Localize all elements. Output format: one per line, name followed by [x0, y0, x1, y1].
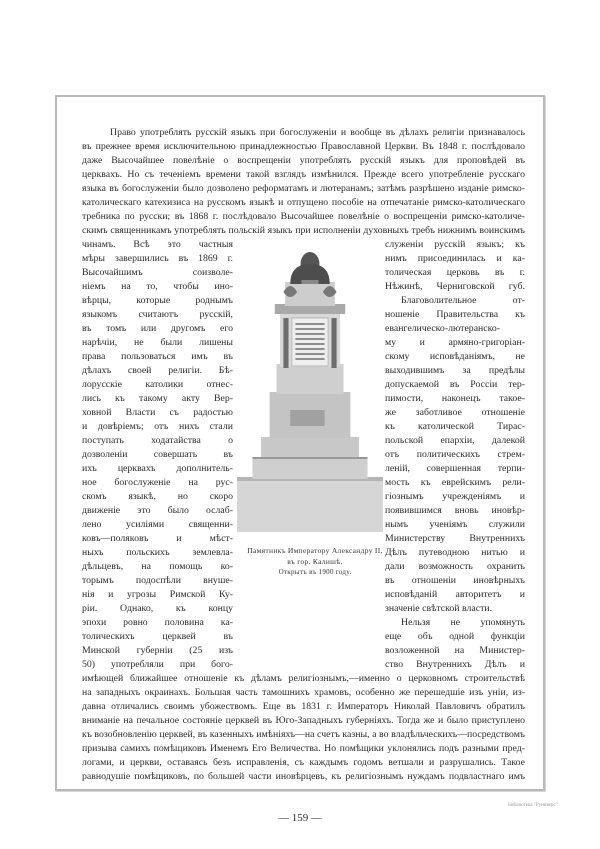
text-line: Высочайшимъ соизволе-	[82, 267, 233, 278]
text-line: ношеніе Правительства къ	[385, 309, 525, 320]
text-line: поступать ходатайства о	[82, 435, 233, 446]
text-line: ныхъ польскихъ землевла-	[82, 547, 233, 558]
text-line: выходившимъ за предѣлы	[385, 365, 525, 376]
text-line: лено усиліями священни-	[82, 519, 233, 530]
text-line: нія и угрозы Римской Ку-	[82, 589, 233, 600]
text-line: права пользоваться имъ въ	[82, 351, 233, 362]
text-line: эпохи ровно половина ка-	[82, 617, 233, 628]
text-line: языка въ богослуженіи было дозволено реформатамъ и лютеранамъ; затѣмъ разрѣшено изданіе римско-	[82, 183, 525, 194]
caption-title: Памятникъ Императору Александру II,	[247, 546, 383, 555]
text-line: же заботливое отношеніе	[385, 407, 525, 418]
text-line: польской епархіи, далекой	[385, 435, 525, 446]
text-line: Министерству Внутреннихъ	[385, 533, 525, 544]
monument-steps	[237, 437, 383, 532]
text-line: языкомъ считаютъ русскій,	[82, 309, 233, 320]
text-line: къ возобновленію церквей, въ казенныхъ имѣніяхъ—на счетъ казны, а во владѣльческихъ—посредствомъ	[82, 729, 525, 740]
text-line: отъ политическихъ стрем-	[385, 449, 525, 460]
text-line: нарѣчіи, не были лишены	[82, 337, 233, 348]
text-line: скимъ священникамъ употреблять польскій языкъ при исполненіи духовныхъ требъ нижнимъ воинскимъ	[82, 225, 525, 236]
text-line: дѣлахъ своей религіи. Бѣ-	[82, 365, 233, 376]
text-line: имѣющей ближайшее отношеніе къ дѣламъ религіознымъ,—именно о церковномъ строительствѣ	[82, 673, 525, 684]
text-line: ховной Власти съ радостью	[82, 407, 233, 418]
text-line: ихъ церквахъ дополнитель-	[82, 463, 233, 474]
text-line: къ католической Тирас-	[385, 421, 525, 432]
text-line: торымъ подоспѣли внуше-	[82, 575, 233, 586]
text-line: мость къ еврейскимъ рели-	[385, 477, 525, 488]
text-line: толическая церковь въ г.	[385, 267, 525, 278]
text-line: Нѣжинѣ, Черниговской губ.	[385, 281, 525, 292]
text-line: Дѣлъ путеводною нитью и	[385, 547, 525, 558]
text-line: пимости, наконецъ такое-	[385, 393, 525, 404]
bust	[290, 252, 330, 284]
text-line: появившимся вновь иновѣр-	[385, 505, 525, 516]
text-line: значеніе свѣтской власти.	[385, 603, 493, 614]
text-line: ство Внутреннихъ Дѣлъ и	[385, 659, 525, 670]
text-line: церквахъ. Но съ теченіемъ времени такой взглядъ измѣнился. Прежде всего употребленіе русскаго	[82, 169, 525, 180]
text-line: католическаго катехизиса на русскомъ языкѣ и отпущено пособіе на отпечатаніе римско-католическаго	[82, 197, 525, 208]
text-line: дали возможность охранить	[385, 561, 525, 572]
caption-date: Открытъ въ 1900 году.	[278, 568, 352, 576]
text-line: требника по русски; въ 1868 г. послѣдовало Высочайшее повелѣніе о воспрещеніи римско-католиче-	[82, 211, 525, 222]
text-line: Благоволительное от-	[401, 295, 525, 306]
text-line: въ отношеніи иновѣрныхъ	[385, 575, 525, 586]
text-line: служеніи русскій языкъ; къ	[385, 239, 525, 250]
text-line: призыва самихъ помѣщиковъ Именемъ Его Величества. Но помѣщики уклонялись подъ разными пред-	[82, 743, 525, 754]
text-line: гіознымъ учрежденіямъ и	[385, 491, 525, 502]
page-number: — 159 —	[278, 812, 322, 824]
text-line: ное богослуженіе на рус-	[82, 477, 233, 488]
text-line: равнодушіе помѣщиковъ, по большей части иновѣрцевъ, къ религіознымъ нуждамъ подвластнаго имъ	[82, 771, 525, 782]
text-line: Минской губерніи (25 изъ	[82, 645, 233, 656]
text-line: Право употреблять русскій языкъ при богослуженіи и вообще въ дѣлахъ религіи признавалось	[110, 127, 525, 138]
text-line: чинамъ. Всѣ это частныя	[82, 239, 233, 250]
text-line: въ томъ или другомъ его	[82, 323, 233, 334]
text-line: евангелическо-лютеранско-	[385, 323, 501, 334]
caption-place: въ гор. Калишѣ.	[287, 557, 343, 566]
text-line: ріи. Однако, къ концу	[82, 603, 233, 614]
text-line: логами, и церкви, оставаясь безъ исправленія, съ каждымъ годомъ ветшали и разрушались. Такое	[82, 757, 525, 768]
text-line: дѣльцевъ, на помощь ко-	[82, 561, 233, 572]
text-line: даже Высочайшее повелѣніе о воспрещеніи употреблять русскій языкъ для проповѣдей въ	[82, 155, 525, 166]
monument-illustration	[237, 252, 383, 537]
text-line: лись къ такому акту Вер-	[82, 393, 233, 404]
text-line: въ прежнее время исключительною принадлежностью Православной Церкви. Въ 1848 г. послѣдовало	[82, 141, 525, 152]
text-line: вниманіе на печальное состояніе церквей въ Юго-Западныхъ губерніяхъ. Тогда же и было приступлено	[82, 715, 525, 726]
text-line: му и армяно-григоріан-	[385, 337, 525, 348]
text-line: леній, совершенная терпи-	[385, 463, 525, 474]
text-line: Нельзя не упомянуть	[401, 617, 525, 628]
text-line: 50) употребляли при бого-	[82, 659, 233, 670]
text-line: вѣрцы, которые роднымъ	[82, 295, 233, 306]
text-line: мѣры завершились въ 1869 г.	[82, 253, 233, 264]
text-line: движеніе это было ослаб-	[82, 505, 233, 516]
text-line: ковъ—поляковъ и мѣст-	[82, 533, 233, 544]
text-line: и довѣріемъ; отъ нихъ стали	[82, 421, 233, 432]
text-line: толическихъ церквей въ	[82, 631, 233, 642]
text-line: давна отличались своимъ убожествомъ. Еще въ 1831 г. Императоръ Николай Павловичъ обратилъ	[82, 701, 525, 712]
text-line: исповѣданій авторитетъ и	[385, 589, 525, 600]
text-line: допускаемой въ Россіи тер-	[385, 379, 525, 390]
watermark: Библиотека "Руниверс"	[508, 803, 558, 808]
text-line: возложенной на Министер-	[385, 645, 525, 656]
text-line: скомъ языкѣ, но скоро	[82, 491, 233, 502]
text-line: ніемъ на то, чтобы ино-	[82, 281, 233, 292]
text-line: нымъ ученіямъ служили	[385, 519, 525, 530]
text-line: скому исповѣданіямъ, не	[385, 351, 525, 362]
text-line: на западныхъ окраинахъ. Большая часть тамошнихъ храмовъ, особенно же перешедшіе изъ уніи, из-	[82, 687, 525, 698]
text-line: дозволеніи совершать въ	[82, 449, 233, 460]
text-line: еще объ одной функціи	[385, 631, 525, 642]
text-line: лорусскіе католики отнес-	[82, 379, 233, 390]
text-line: нимъ присоединилась и ка-	[385, 253, 525, 264]
monument-pedestal	[270, 282, 351, 438]
